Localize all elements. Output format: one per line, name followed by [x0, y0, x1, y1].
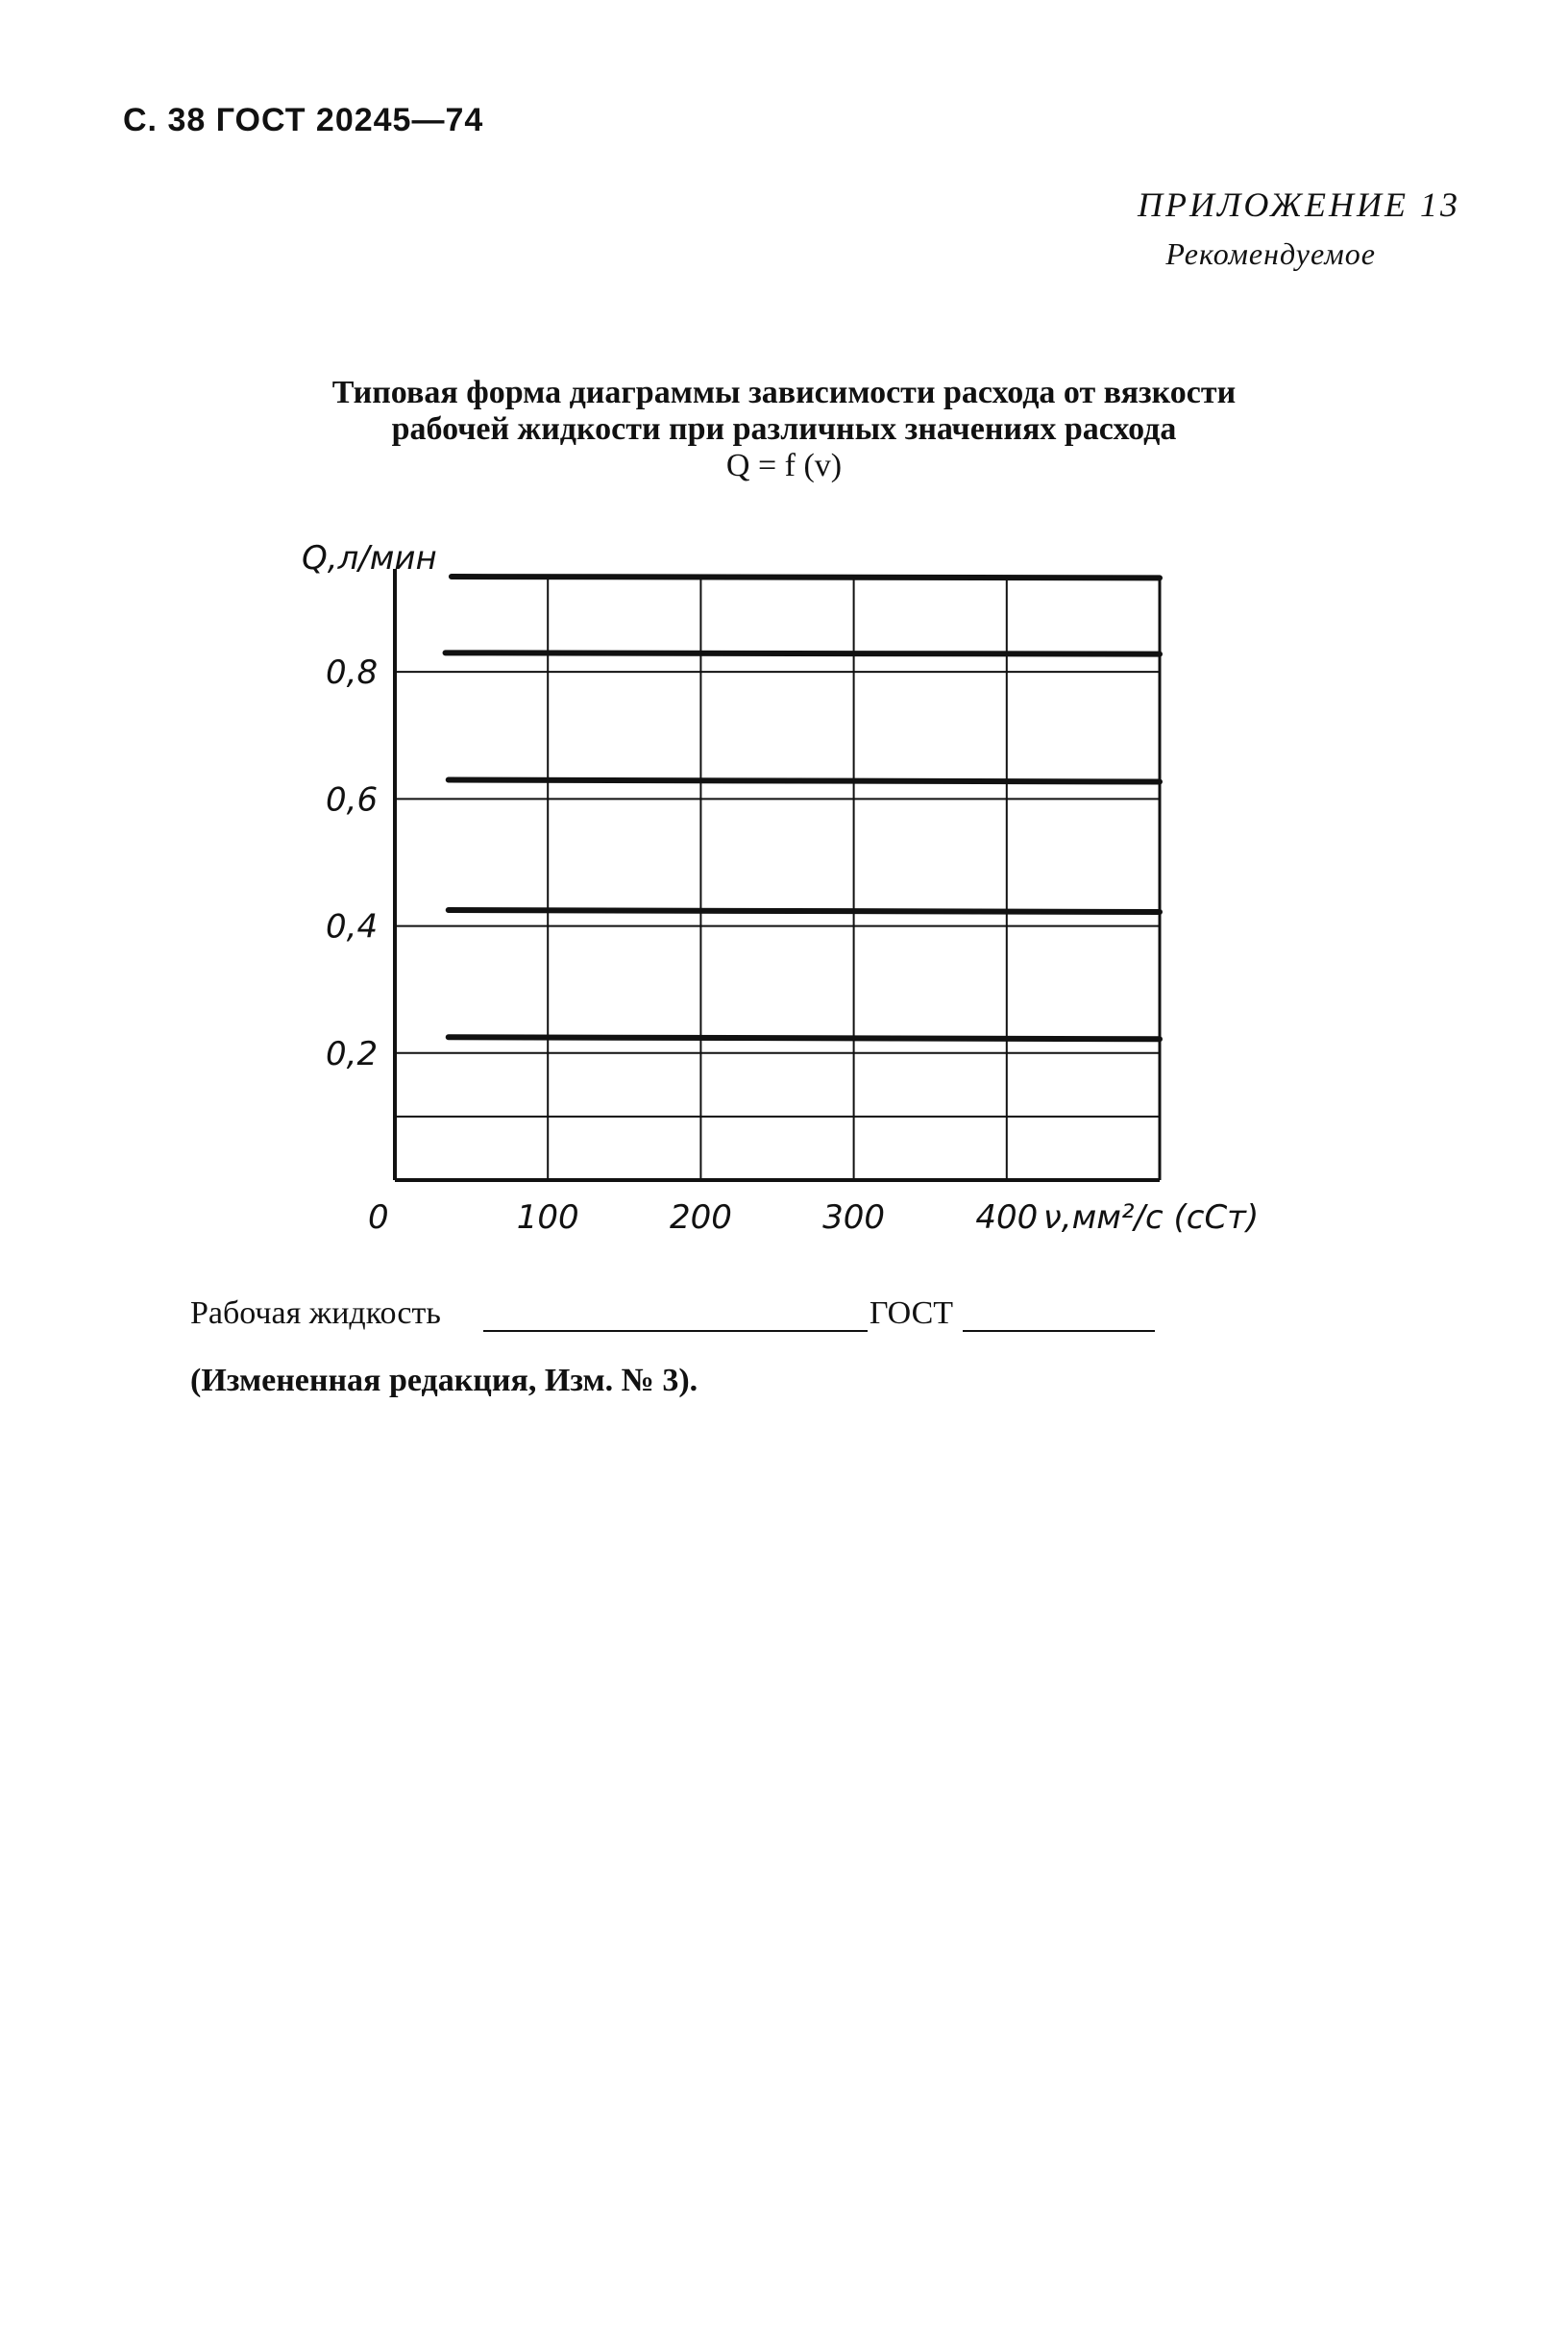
revision-note: (Измененная редакция, Изм. № 3).	[190, 1363, 698, 1398]
series-line-5	[452, 577, 1160, 578]
chart-axes	[395, 569, 1160, 1180]
fluid-form-line	[190, 1295, 1155, 1332]
series-line-1	[449, 1037, 1160, 1039]
appendix-title: ПРИЛОЖЕНИЕ 13	[1138, 185, 1460, 224]
y-tick-label: 0,2	[326, 1034, 379, 1073]
fluid-name-field[interactable]	[483, 1303, 868, 1332]
title-formula: Q = f (v)	[725, 448, 843, 483]
chart-labels	[302, 539, 1259, 1237]
x-tick-label: 300	[822, 1198, 886, 1237]
y-tick-label: 0,8	[326, 653, 379, 693]
x-tick-label: 0	[368, 1198, 389, 1237]
gost-number-field[interactable]	[963, 1303, 1155, 1332]
gost-label: ГОСТ	[869, 1295, 954, 1331]
page-header: С. 38 ГОСТ 20245—74	[123, 102, 484, 138]
y-tick-label: 0,6	[326, 780, 379, 820]
x-tick-label: 400	[975, 1198, 1039, 1237]
x-tick-label: 200	[669, 1198, 732, 1237]
series-line-2	[449, 910, 1160, 912]
x-tick-label: 100	[516, 1198, 579, 1237]
y-axis-label: Q,л/мин	[302, 539, 437, 578]
appendix-subtitle: Рекомендуемое	[1165, 236, 1376, 271]
title-line-2: рабочей жидкости при различных значениях расхода	[391, 411, 1177, 447]
y-tick-label: 0,4	[326, 907, 379, 947]
fluid-label: Рабочая жидкость	[190, 1295, 441, 1331]
chart-grid	[395, 577, 1160, 1180]
x-axis-label: ν,мм²/с (сСт)	[1042, 1198, 1260, 1237]
title-line-1: Типовая форма диаграммы зависимости расхода от вязкости	[331, 375, 1237, 410]
chart-series	[446, 577, 1160, 1039]
series-line-3	[449, 780, 1160, 782]
